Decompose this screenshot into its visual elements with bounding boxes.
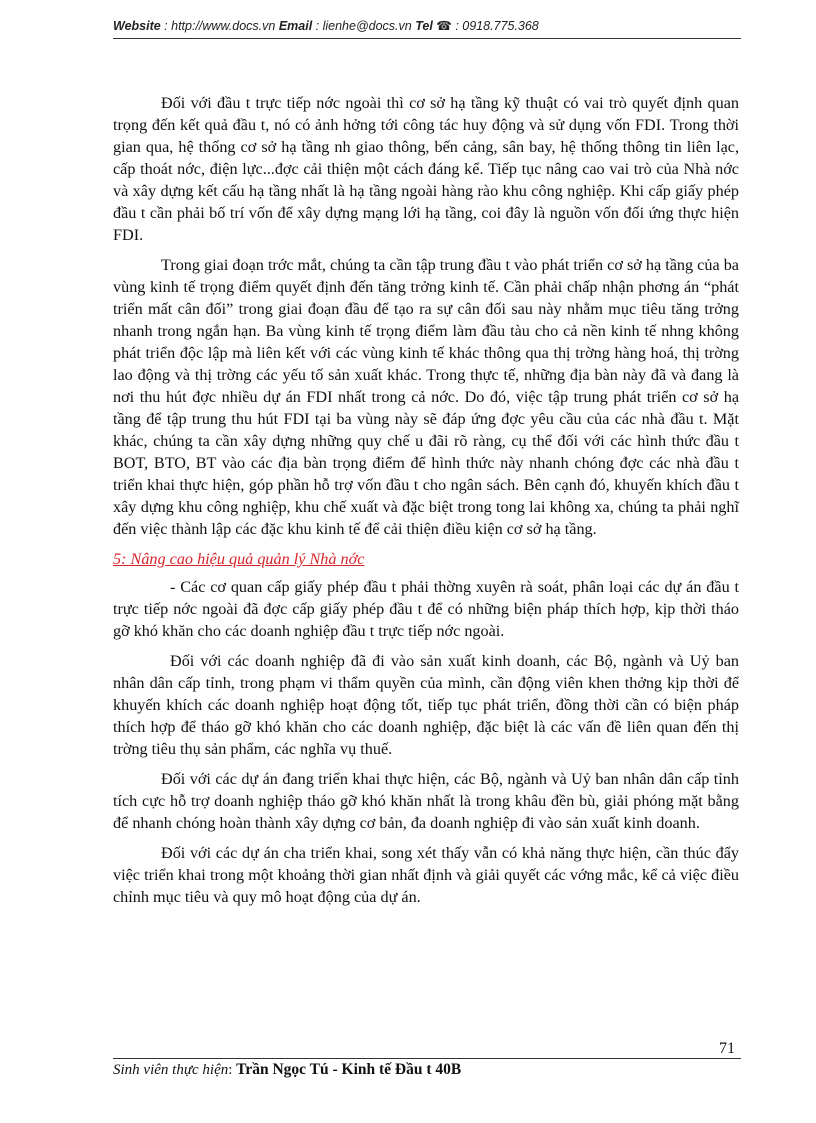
paragraph-operating-enterprises: Đối với các doanh nghiệp đã đi vào sản xuất kinh doanh, các Bộ, ngành và Uỷ ban nhân dân cấp tỉnh, trong phạm vi thẩm quyền của mình, cần động viên khen thởng kịp thời để khuyến khích các doanh nghiệp hoạt động tốt, tiếp tục phát triển, đồng thời cần có biện pháp thích hợp để tháo gỡ khó khăn cho các doanh nghiệp, đặc biệt là các vấn đề liên quan đến thị trờng tiêu thụ sản phẩm, các nghĩa vụ thuế. [113,652,739,758]
phone-number: ☎ : 0918.775.368 [432,19,539,33]
footer-separator: : [228,1062,237,1078]
email-address: : lienhe@docs.vn [312,19,416,33]
footer-author: Trần Ngọc Tú - Kinh tế Đầu t 40B [236,1061,462,1078]
paragraph-projects-in-progress: Đối với các dự án đang triển khai thực hiện, các Bộ, ngành và Uỷ ban nhân dân cấp tỉnh tích cực hỗ trợ doanh nghiệp tháo gỡ khó khăn nhất là trong khâu đền bù, giải phóng mặt bằng để nhanh chóng hoàn thành xây dựng cơ bản, đa doanh nghiệp đi vào sản xuất kinh doanh. [113,770,739,832]
page-footer [113,1061,461,1079]
email-label: Email [278,19,313,33]
paragraph-projects-not-started: Đối với các dự án cha triển khai, song xét thấy vẫn có khả năng thực hiện, cần thúc đẩy việc triển khai trong một khoảng thời gian nhất định và giải quyết các vớng mắc, kể cả việc điều chỉnh mục tiêu và quy mô hoạt động của dự án. [113,844,739,906]
page-number: 71 [719,1040,735,1057]
section-heading: 5: Nâng cao hiệu quả quản lý Nhà nớc [113,550,365,568]
paragraph-infrastructure: Đối với đầu t trực tiếp nớc ngoài thì cơ sở hạ tầng kỹ thuật có vai trò quyết định quan trọng đến kết quả đầu t, nó có ảnh hởng tới công tác huy động và sử dụng vốn FDI. Trong thời gian qua, hệ thống cơ sở hạ tầng nh giao thông, bến cảng, sân bay, hệ thống thông tin liên lạc, cấp thoát nớc, điện lực...đợc cải thiện một cách đáng kể. Tiếp tục nâng cao vai trò của Nhà nớc và xây dựng kết cấu hạ tầng nhất là hạ tầng ngoài hàng rào khu công nghiệp. Khi cấp giấy phép đầu t cần phải bố trí vốn để xây dựng mạng lới hạ tầng, coi đây là nguồn vốn đối ứng thực hiện FDI. [113,94,739,244]
document-body [113,92,739,916]
paragraph-key-economic-zones: Trong giai đoạn trớc mắt, chúng ta cần tập trung đầu t vào phát triển cơ sở hạ tầng của ba vùng kinh tế trọng điểm quyết định đến tăng trởng kinh tế. Cần phải chấp nhận phơng án “phát triển mất cân đối” trong giai đoạn đầu để tạo ra sự cân đối sau này nhằm mục tiêu tăng trởng nhanh trong ngắn hạn. Ba vùng kinh tế trọng điểm làm đầu tàu cho cả nền kinh tế nhng không phát triển độc lập mà liên kết với các vùng kinh tế khác thông qua thị trờng hàng hoá, thị trờng lao động và thị trờng các yếu tố sản xuất khác. Trong thực tế, những địa bàn này đã và đang là nơi thu hút đợc nhiều dự án FDI nhất trong cả nớc. Do đó, việc tập trung phát triển cơ sở hạ tầng để tập trung thu hút FDI tại ba vùng này sẽ đáp ứng đợc yêu cầu của các nhà đầu t. Mặt khác, chúng ta cần xây dựng những quy chế u đãi rõ ràng, cụ thể đối với các hình thức đầu t BOT, BTO, BT vào các địa bàn trọng điểm để hình thức này nhanh chóng đợc các nhà đầu t triển khai thực hiện, góp phần hỗ trợ vốn đầu t cho ngân sách. Bên cạnh đó, khuyến khích đầu t xây dựng khu công nghiệp, khu chế xuất và đặc biệt trong tong lai không xa, chúng ta phải nghĩ đến việc thành lập các đặc khu kinh tế để cải thiện điều kiện cơ sở hạ tầng. [113,256,739,538]
footer-divider [113,1058,741,1059]
footer-label: Sinh viên thực hiện [113,1062,229,1078]
tel-label: Tel [415,19,433,33]
website-url: : http://www.docs.vn [160,19,279,33]
header-divider [113,38,741,39]
website-label: Website [113,19,161,33]
page-header [113,18,741,33]
paragraph-licensing-agencies: - Các cơ quan cấp giấy phép đầu t phải thờng xuyên rà soát, phân loại các dự án đầu t trực tiếp nớc ngoài đã đợc cấp giấy phép đầu t để có những biện pháp thích hợp, kịp thời tháo gỡ khó khăn cho các doanh nghiệp đầu t trực tiếp nớc ngoài. [113,578,739,640]
